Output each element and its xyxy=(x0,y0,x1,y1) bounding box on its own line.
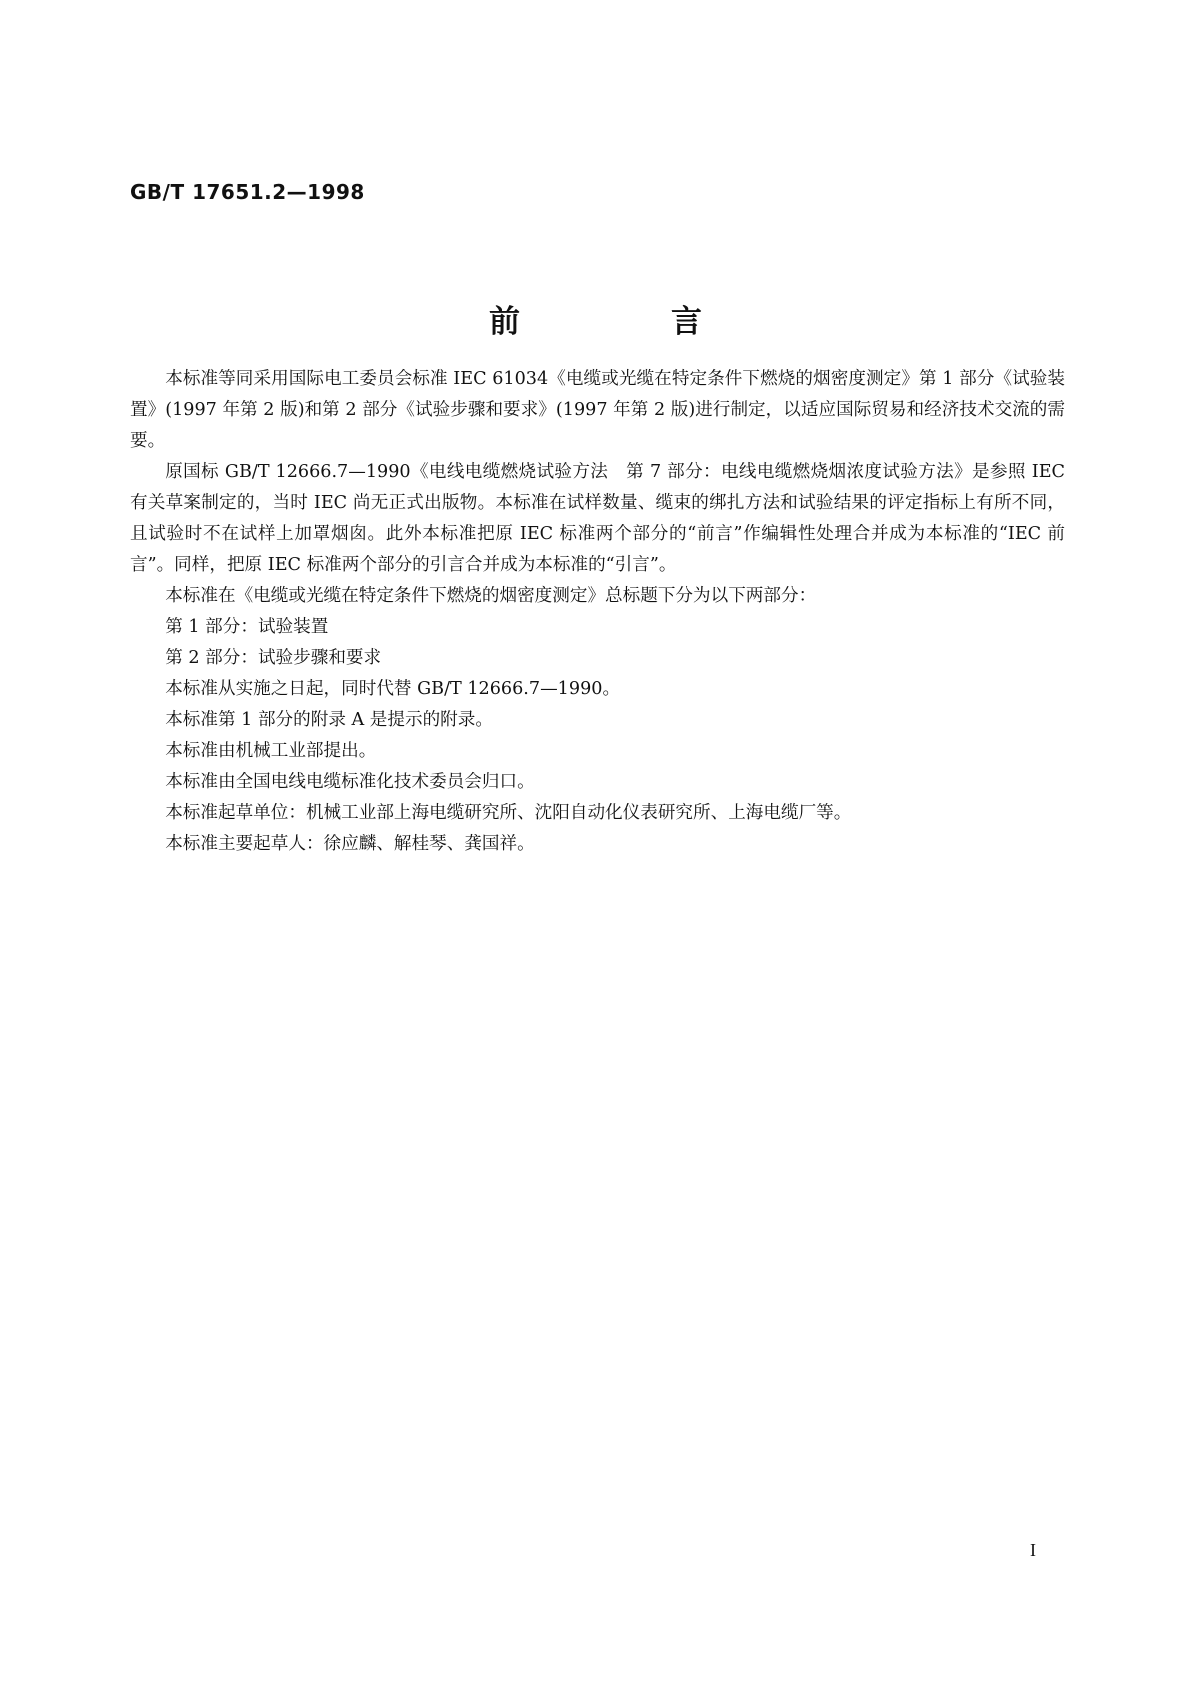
page-title: 前 言 xyxy=(489,304,762,340)
preface-body xyxy=(130,364,1065,860)
paragraph-appendix: 本标准第 1 部分的附录 A 是提示的附录。 xyxy=(165,710,493,730)
paragraph-differences: 原国标 GB/T 12666.7—1990《电线电缆燃烧试验方法 第 7 部分：电线电缆燃烧烟浓度试验方法》是参照 IEC 有关草案制定的，当时 IEC 尚无正式出版物。本标准在试样数量、缆束的绑扎方法和试验结果的评定指标上有所不同，且试验时不在试样上加罩烟囱。此外本标准把原 IEC 标准两个部分的“前言”作编辑性处理合并成为本标准的“IEC 前言”。同样，把原 IEC 标准两个部分的引言合并成为本标准的“引言”。 xyxy=(130,462,1065,575)
paragraph-part-1: 第 1 部分：试验装置 xyxy=(165,617,329,637)
paragraph-parts-intro: 本标准在《电缆或光缆在特定条件下燃烧的烟密度测定》总标题下分为以下两部分： xyxy=(165,586,817,606)
page-number: I xyxy=(1030,1540,1036,1560)
paragraph-proposed-by: 本标准由机械工业部提出。 xyxy=(165,741,377,761)
paragraph-adoption: 本标准等同采用国际电工委员会标准 IEC 61034《电缆或光缆在特定条件下燃烧的烟密度测定》第 1 部分《试验装置》(1997 年第 2 版)和第 2 部分《试验步骤和要求》(1997 年第 2 版)进行制定，以适应国际贸易和经济技术交流的需要。 xyxy=(130,369,1065,451)
paragraph-drafters: 本标准主要起草人：徐应麟、解桂琴、龚国祥。 xyxy=(165,834,535,854)
standard-code: GB/T 17651.2—1998 xyxy=(130,180,365,204)
paragraph-centralized-by: 本标准由全国电线电缆标准化技术委员会归口。 xyxy=(165,772,535,792)
paragraph-part-2: 第 2 部分：试验步骤和要求 xyxy=(165,648,382,668)
paragraph-drafting-units: 本标准起草单位：机械工业部上海电缆研究所、沈阳自动化仪表研究所、上海电缆厂等。 xyxy=(165,803,852,823)
paragraph-replaces: 本标准从实施之日起，同时代替 GB/T 12666.7—1990。 xyxy=(165,679,621,699)
